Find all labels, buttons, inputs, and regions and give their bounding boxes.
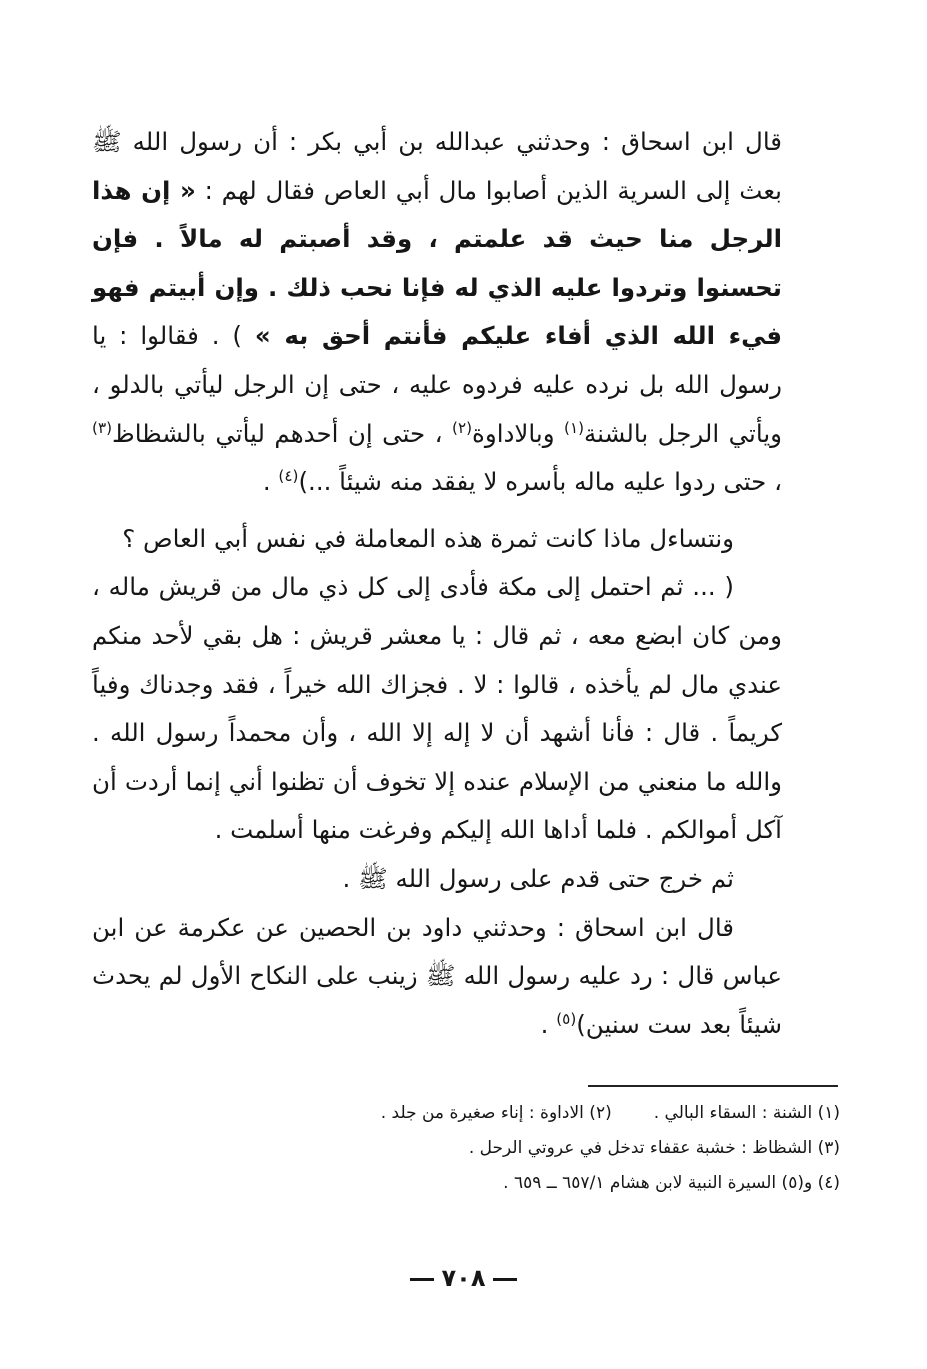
page-number-dash-right — [493, 1278, 517, 1281]
footnote-ref-4: (٤) — [278, 467, 299, 485]
main-text — [92, 118, 782, 1049]
paragraph-3: ( ... ثم احتمل إلى مكة فأدى إلى كل ذي مال من قريش ماله ، ومن كان ابضع معه ، ثم قال : يا معشر قريش : هل بقي لأحد منكم عندي مال لم يأخذه ، قالوا : لا . فجزاك الله خيراً ، فقد وجدناك وفياً كريماً . قال : فأنا أشهد أن لا إله إلا الله ، وأن محمداً رسول الله . والله ما منعني من الإسلام عنده إلا تخوف أن تظنوا أني إنما أردت أن آكل أموالكم . فلما أداها الله إليكم وفرغت منها أسلمت . — [92, 572, 782, 845]
paragraph-1-opening: قال ابن اسحاق : وحدثني عبدالله بن أبي بكر : أن رسول الله ﷺ بعث إلى السرية الذين أصابوا مال أبي العاص فقال لهم : — [92, 127, 783, 205]
footnote-ref-3: (٣) — [92, 418, 113, 437]
paragraph-1-continuation-3: ، حتى إن أحدهم ليأتي بالشظاظ — [112, 418, 452, 448]
paragraph-4: ثم خرج حتى قدم على رسول الله ﷺ . — [342, 863, 734, 893]
footnote-4: (٤) و(٥) السيرة النبية لابن هشام ٦٥٧/١ ــ ٦٥٩ . — [503, 1173, 840, 1193]
page-number-value: ٧٠٨ — [441, 1264, 486, 1292]
paragraph-1-end: . — [262, 467, 279, 497]
page-number-dash-left — [410, 1278, 434, 1281]
footnote-row-1 — [240, 1096, 840, 1131]
paragraph-5-text: قال ابن اسحاق : وحدثني داود بن الحصين عن عكرمة عن ابن عباس قال : رد عليه رسول الله ﷺ زينب على النكاح الأول لم يحدث شيئاً بعد ست سنين) — [92, 912, 782, 1039]
paragraph-1-continuation-2: وبالاداوة — [472, 418, 564, 448]
footnote-ref-5: (٥) — [556, 1009, 577, 1028]
paragraph-1 — [92, 118, 782, 507]
footnote-2: (٢) الاداوة : إناء صغيرة من جلد . — [380, 1103, 612, 1123]
paragraph-5 — [92, 904, 782, 1050]
paragraph-2: ونتساءل ماذا كانت ثمرة هذه المعاملة في نفس أبي العاص ؟ — [122, 523, 734, 553]
quoted-speech: « إن هذا الرجل منا حيث قد علمتم ، وقد أصبتم له مالاً . فإن تحسنوا وتردوا عليه الذي له فإنا نحب ذلك . وإن أبيتم فهو فيء الله الذي أفاء عليكم فأنتم أحق به » — [92, 175, 782, 351]
paragraph-1-continuation: ) . فقالوا : يا رسول الله بل نرده عليه فردوه عليه ، حتى إن الرجل ليأتي بالدلو ، ويأتي الرجل بالشنة — [92, 321, 782, 448]
footnote-ref-1: (١) — [564, 418, 585, 437]
page-number — [0, 1264, 927, 1292]
footnote-separator — [588, 1085, 838, 1087]
paragraph-1-continuation-4: ، حتى ردوا عليه ماله بأسره لا يفقد منه شيئاً ...) — [298, 467, 782, 497]
footnote-3: (٣) الشظاظ : خشبة عقفاء تدخل في عروتي الرحل . — [468, 1138, 840, 1158]
footnote-1: (١) الشنة : السقاء البالي . — [653, 1103, 840, 1123]
paragraph-5-end: . — [540, 1009, 557, 1039]
footnotes — [240, 1096, 840, 1201]
footnote-ref-2: (٢) — [452, 418, 473, 437]
